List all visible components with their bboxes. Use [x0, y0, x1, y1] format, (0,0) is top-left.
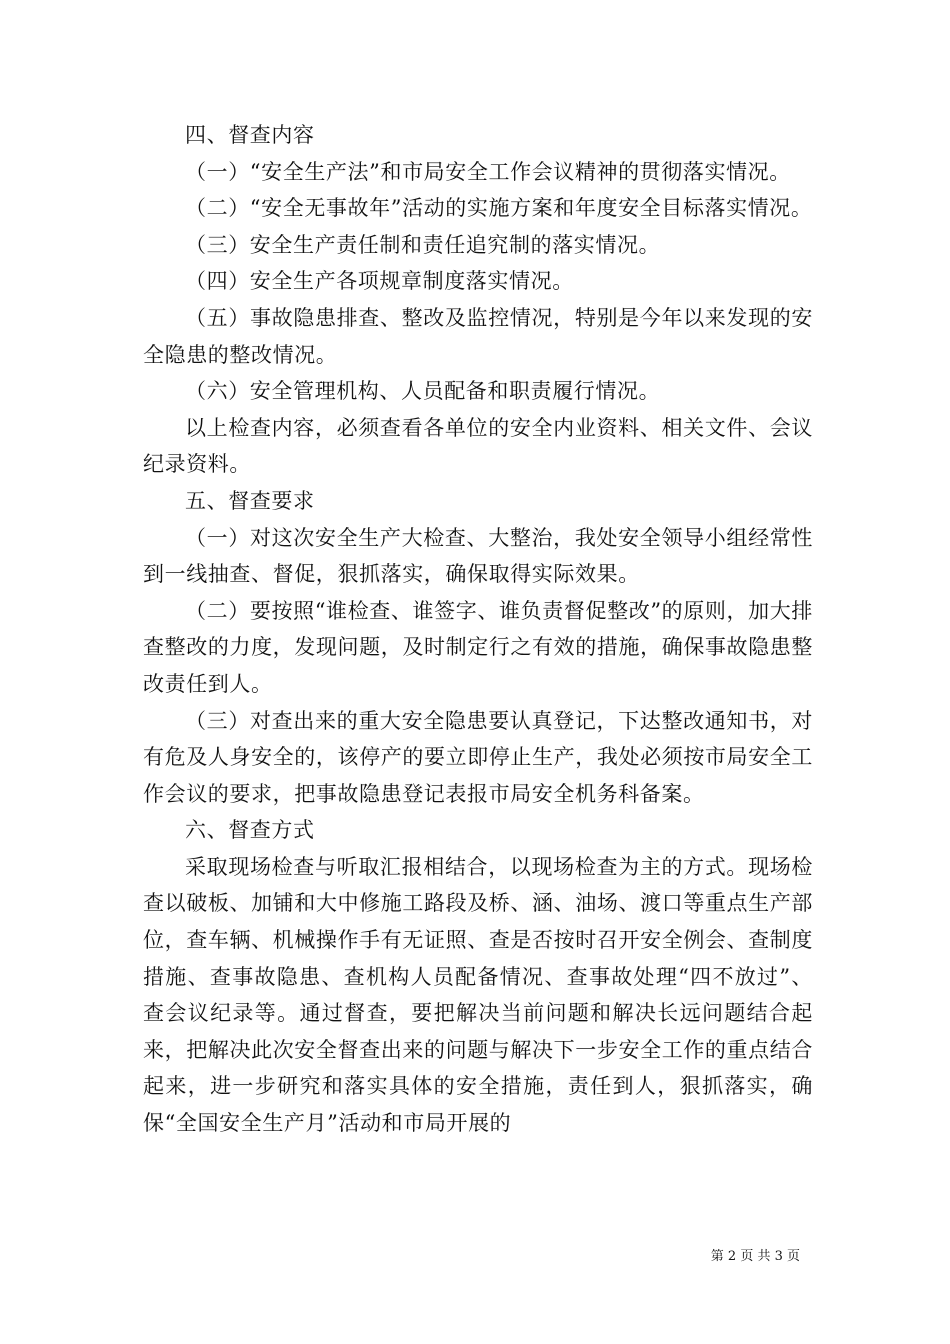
- paragraph-requirement-2: （二）要按照“谁检查、谁签字、谁负责督促整改”的原则，加大排查整改的力度，发现问题，及时制定行之有效的措施，确保事故隐患整改责任到人。: [143, 598, 813, 696]
- paragraph-item-4: （四）安全生产各项规章制度落实情况。: [185, 269, 574, 294]
- section-heading-supervision-method: 六、督查方式: [185, 818, 315, 843]
- paragraph-item-2: （二）“安全无事故年”活动的实施方案和年度安全目标落实情况。: [185, 196, 813, 221]
- paragraph-item-3: （三）安全生产责任制和责任追究制的落实情况。: [185, 232, 661, 257]
- paragraph-requirement-1: （一）对这次安全生产大检查、大整治，我处安全领导小组经常性到一线抽查、督促，狠抓落实，确保取得实际效果。: [143, 525, 813, 587]
- paragraph-method: 采取现场检查与听取汇报相结合，以现场检查为主的方式。现场检查以破板、加铺和大中修施工路段及桥、涵、油场、渡口等重点生产部位，查车辆、机械操作手有无证照、查是否按时召开安全例会、查制度措施、查事故隐患、查机构人员配备情况、查事故处理“四不放过”、查会议纪录等。通过督查，要把解决当前问题和解决长远问题结合起来，把解决此次安全督查出来的问题与解决下一步安全工作的重点结合起来，进一步研究和落实具体的安全措施，责任到人，狠抓落实，确保“全国安全生产月”活动和市局开展的: [143, 854, 813, 1136]
- document-body: [143, 117, 813, 1142]
- section-heading-supervision-content: 四、督查内容: [185, 123, 315, 147]
- section-heading-supervision-requirements: 五、督查要求: [185, 488, 315, 513]
- paragraph-item-1: （一）“安全生产法”和市局安全工作会议精神的贯彻落实情况。: [185, 159, 791, 184]
- paragraph-item-5: （五）事故隐患排查、整改及监控情况，特别是今年以来发现的安全隐患的整改情况。: [143, 305, 813, 367]
- paragraph-requirement-3: （三）对查出来的重大安全隐患要认真登记，下达整改通知书，对有危及人身安全的，该停产的要立即停止生产，我处必须按市局安全工作会议的要求，把事故隐患登记表报市局安全机务科备案。: [143, 708, 813, 806]
- paragraph-item-6: （六）安全管理机构、人员配备和职责履行情况。: [185, 379, 661, 404]
- page-number-footer: 第 2 页 共 3 页: [710, 1249, 800, 1264]
- paragraph-summary: 以上检查内容，必须查看各单位的安全内业资料、相关文件、会议纪录资料。: [143, 415, 813, 477]
